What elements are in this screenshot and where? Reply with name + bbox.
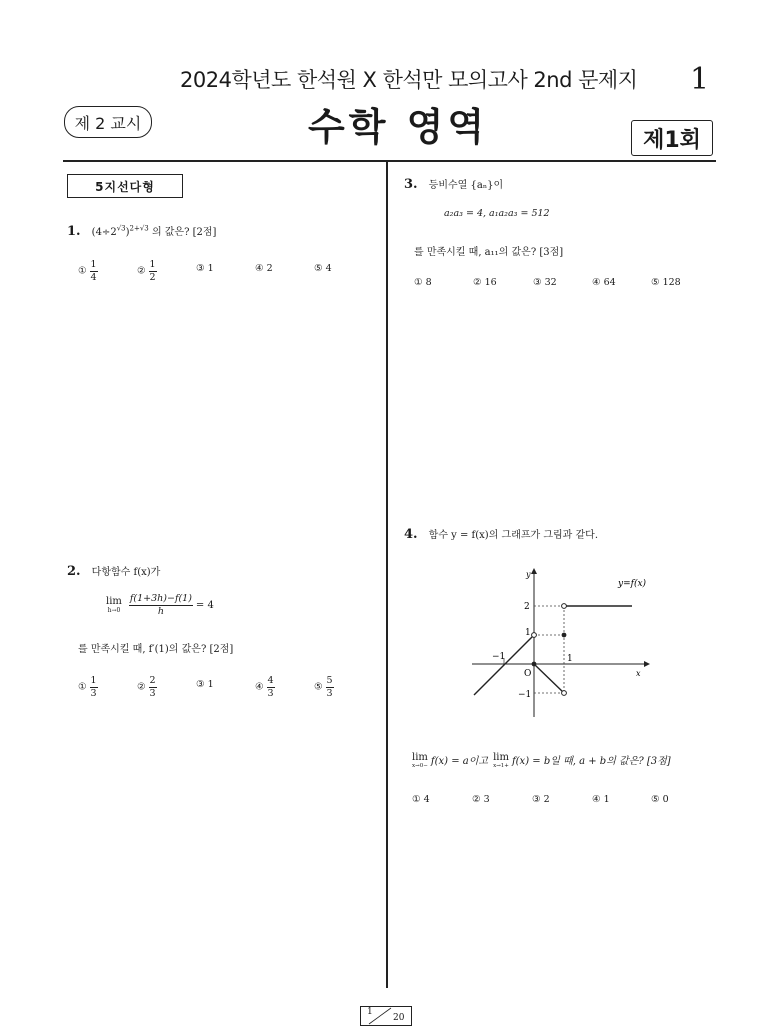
page-current: 1 [367, 1007, 373, 1017]
tick-label-xm1: −1 [492, 652, 506, 662]
session-badge: 제 2 교시 [64, 106, 152, 138]
subject-title: 수학 영역 [308, 105, 489, 149]
question-3-equation: a₂a₃ = 4, a₁a₂a₃ = 512 [444, 208, 550, 219]
question-number: 2. [67, 564, 81, 579]
choice-5[interactable]: ⑤ 4 [314, 263, 332, 274]
question-4-intro: 함수 y = f(x)의 그래프가 그림과 같다. [428, 530, 599, 541]
choice-4[interactable]: ④ 2 [255, 263, 273, 274]
x-axis-label: x [636, 669, 641, 678]
tick-label-ym1: −1 [518, 690, 532, 700]
question-3-condition: 를 만족시킬 때, a₁₁의 값은? [3점] [414, 247, 564, 258]
choice-5[interactable]: ⑤ $\frac{5}{3}$ [314, 675, 333, 699]
question-2-condition: 를 만족시킬 때, f′(1)의 값은? [2점] [78, 644, 234, 655]
choice-5[interactable]: ⑤ 0 [651, 794, 669, 805]
choice-2[interactable]: ② 16 [473, 277, 497, 288]
question-2-intro: 다항함수 f(x)가 [91, 567, 161, 578]
section-label: 5지선다형 [67, 174, 183, 198]
tick-label-y2: 2 [524, 602, 530, 612]
open-point [562, 691, 567, 696]
choice-4[interactable]: ④ $\frac{4}{3}$ [255, 675, 274, 699]
curve-segment-middle [534, 664, 564, 693]
choice-3[interactable]: ③ 32 [533, 277, 557, 288]
page-total: 20 [393, 1013, 405, 1023]
tick-label-x1: 1 [567, 654, 573, 664]
closed-point [532, 662, 537, 667]
column-divider [386, 162, 388, 988]
question-number: 1. [67, 224, 81, 239]
curve-segment-left [474, 635, 534, 695]
choice-2[interactable]: ② $\frac{2}{3}$ [137, 675, 156, 699]
choice-1[interactable]: ① 4 [412, 794, 430, 805]
y-axis-arrow-icon [531, 568, 537, 574]
y-axis-label: y [526, 570, 531, 579]
question-1 [67, 220, 216, 239]
question-1-expression: $(4\div 2^{√3})^{2+√3}$ 의 값은? [2점] [91, 224, 217, 238]
choice-1[interactable]: ① $\frac{1}{4}$ [78, 259, 97, 283]
question-2-formula: lim h→0 $\frac{f(1+3h)-f(1)}{h}$ = 4 [106, 593, 214, 617]
choice-4[interactable]: ④ 1 [592, 794, 610, 805]
function-graph [462, 562, 662, 722]
choice-3[interactable]: ③ 1 [196, 263, 214, 274]
choice-1[interactable]: ① 8 [414, 277, 432, 288]
open-point [532, 633, 537, 638]
page-indicator [360, 1006, 412, 1026]
question-number: 3. [404, 177, 418, 192]
choice-2[interactable]: ② 3 [472, 794, 490, 805]
question-4-condition: lim x→0− f(x) = a이고 lim x→1+ f(x) = b일 때, a + b의 값은? [3점] [412, 752, 671, 769]
choice-4[interactable]: ④ 64 [592, 277, 616, 288]
header-rule [63, 160, 716, 162]
choice-3[interactable]: ③ 1 [196, 679, 214, 690]
origin-label: O [524, 669, 532, 679]
open-point [562, 604, 567, 609]
tick-label-y1: 1 [525, 628, 531, 638]
choice-1[interactable]: ① $\frac{1}{3}$ [78, 675, 97, 699]
choice-2[interactable]: ② $\frac{1}{2}$ [137, 259, 156, 283]
question-2 [67, 560, 160, 579]
question-4 [404, 523, 598, 542]
curve-label: y=f(x) [618, 579, 647, 589]
page-number: 1 [690, 62, 710, 97]
question-3-intro: 등비수열 {aₙ}이 [428, 180, 504, 191]
closed-point [562, 633, 567, 638]
choice-5[interactable]: ⑤ 128 [651, 277, 681, 288]
round-badge: 제1회 [631, 120, 713, 156]
exam-title: 2024학년도 한석원 X 한석만 모의고사 2nd 문제지 [180, 68, 638, 92]
question-3 [404, 173, 503, 192]
x-axis-arrow-icon [644, 661, 650, 667]
choice-3[interactable]: ③ 2 [532, 794, 550, 805]
question-number: 4. [404, 527, 418, 542]
